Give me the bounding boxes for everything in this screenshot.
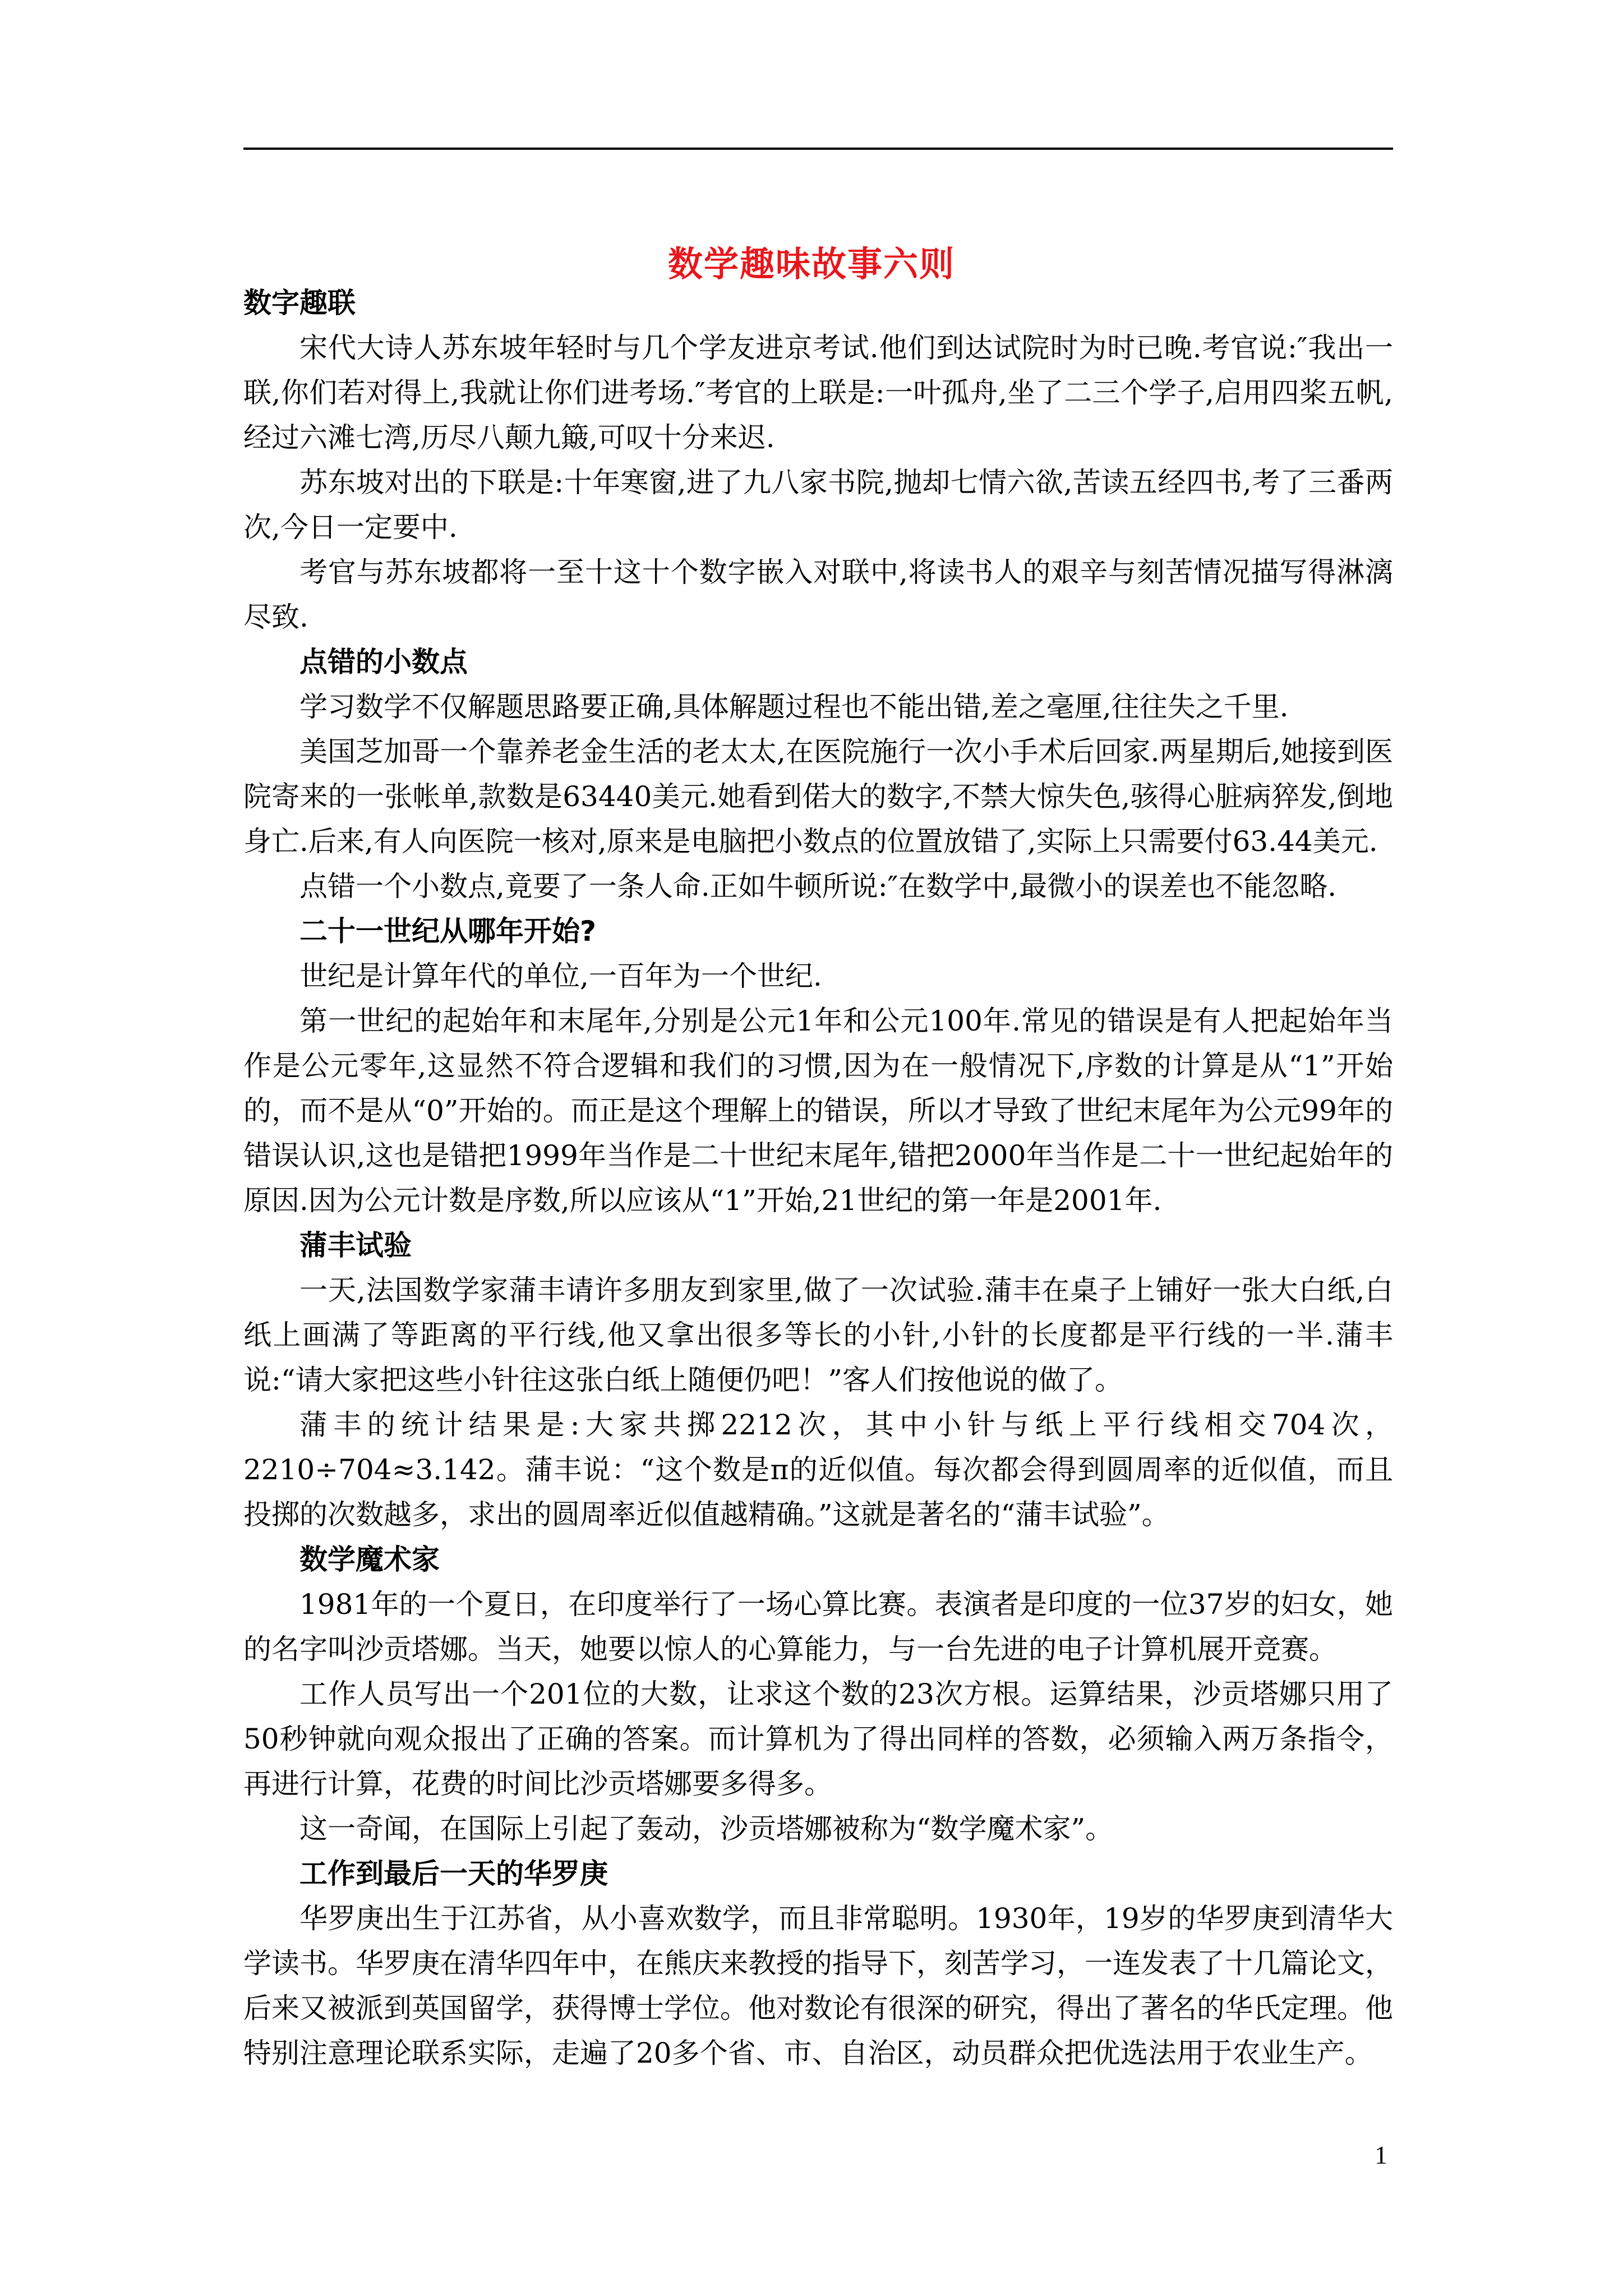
- paragraph: 1981年的一个夏日，在印度举行了一场心算比赛。表演者是印度的一位37岁的妇女，她的名字叫沙贡塔娜。当天，她要以惊人的心算能力，与一台先进的电子计算机展开竞赛。: [243, 1588, 1393, 1665]
- document-title: 数学趣味故事六则: [667, 243, 955, 284]
- paragraph: 工作人员写出一个201位的大数，让求这个数的23次方根。运算结果，沙贡塔娜只用了50秒钟就向观众报出了正确的答案。而计算机为了得出同样的答数，必须输入两万条指令，再进行计算，花费的时间比沙贡塔娜要多得多。: [243, 1678, 1393, 1800]
- section-buffon-experiment: [243, 1223, 1393, 1537]
- section-heading: 数学魔术家: [299, 1543, 440, 1576]
- section-heading: 工作到最后一天的华罗庚: [299, 1857, 608, 1890]
- header-rule: [243, 148, 1393, 150]
- paragraph: 苏东坡对出的下联是:十年寒窗,进了九八家书院,抛却七情六欲,苦读五经四书,考了三番两次,今日一定要中.: [243, 466, 1393, 544]
- paragraph: 蒲丰的统计结果是:大家共掷2212次，其中小针与纸上平行线相交704次，2210÷704≈3.142。蒲丰说：“这个数是π的近似值。每次都会得到圆周率的近似值，而且投掷的次数越多，求出的圆周率近似值越精确。”这就是著名的“蒲丰试验”。: [243, 1409, 1393, 1531]
- paragraph: 第一世纪的起始年和末尾年,分别是公元1年和公元100年.常见的错误是有人把起始年当作是公元零年,这显然不符合逻辑和我们的习惯,因为在一般情况下,序数的计算是从“1”开始的，而不是从“0”开始的。而正是这个理解上的错误，所以才导致了世纪末尾年为公元99年的错误认识,这也是错把1999年当作是二十世纪末尾年,错把2000年当作是二十一世纪起始年的原因.因为公元计数是序数,所以应该从“1”开始,21世纪的第一年是2001年.: [243, 1005, 1393, 1217]
- section-heading: 点错的小数点: [299, 646, 468, 678]
- section-math-magician: [243, 1537, 1393, 1851]
- paragraph: 一天,法国数学家蒲丰请许多朋友到家里,做了一次试验.蒲丰在桌子上铺好一张大白纸,白纸上画满了等距离的平行线,他又拿出很多等长的小针,小针的长度都是平行线的一半.蒲丰说:“请大家把这些小针往这张白纸上随便仍吧！”客人们按他说的做了。: [243, 1274, 1393, 1396]
- paragraph: 点错一个小数点,竟要了一条人命.正如牛顿所说:″在数学中,最微小的误差也不能忽略.: [299, 870, 1337, 903]
- section-number-couplet: [243, 280, 1393, 639]
- document-body: [243, 280, 1393, 2076]
- section-decimal-point: [243, 639, 1393, 909]
- paragraph: 这一奇闻，在国际上引起了轰动，沙贡塔娜被称为“数学魔术家”。: [299, 1812, 1114, 1845]
- paragraph: 宋代大诗人苏东坡年轻时与几个学友进京考试.他们到达试院时为时已晚.考官说:″我出一联,你们若对得上,我就让你们进考场.″考官的上联是:一叶孤舟,坐了二三个学子,启用四桨五帆,经过六滩七湾,历尽八颠九簸,可叹十分来迟.: [243, 332, 1393, 454]
- page-number: 1: [1375, 2141, 1387, 2169]
- section-heading: 蒲丰试验: [299, 1229, 412, 1262]
- paragraph: 华罗庚出生于江苏省，从小喜欢数学，而且非常聪明。1930年，19岁的华罗庚到清华大学读书。华罗庚在清华四年中，在熊庆来教授的指导下，刻苦学习，一连发表了十几篇论文，后来又被派到英国留学，获得博士学位。他对数论有很深的研究，得出了著名的华氏定理。他特别注意理论联系实际，走遍了20多个省、市、自治区，动员群众把优选法用于农业生产。: [243, 1902, 1393, 2069]
- paragraph: 美国芝加哥一个靠养老金生活的老太太,在医院施行一次小手术后回家.两星期后,她接到医院寄来的一张帐单,款数是63440美元.她看到偌大的数字,不禁大惊失色,骇得心脏病猝发,倒地身亡.后来,有人向医院一核对,原来是电脑把小数点的位置放错了,实际上只需要付63.44美元.: [243, 735, 1393, 858]
- section-heading: 数字趣联: [243, 287, 356, 319]
- section-heading: 二十一世纪从哪年开始?: [299, 915, 597, 947]
- paragraph: 世纪是计算年代的单位,一百年为一个世纪.: [299, 960, 822, 992]
- paragraph: 学习数学不仅解题思路要正确,具体解题过程也不能出错,差之毫厘,往往失之千里.: [299, 691, 1289, 723]
- section-hua-luogeng: [243, 1851, 1393, 2076]
- section-21st-century: [243, 909, 1393, 1223]
- paragraph: 考官与苏东坡都将一至十这十个数字嵌入对联中,将读书人的艰辛与刻苦情况描写得淋漓尽致.: [243, 556, 1393, 633]
